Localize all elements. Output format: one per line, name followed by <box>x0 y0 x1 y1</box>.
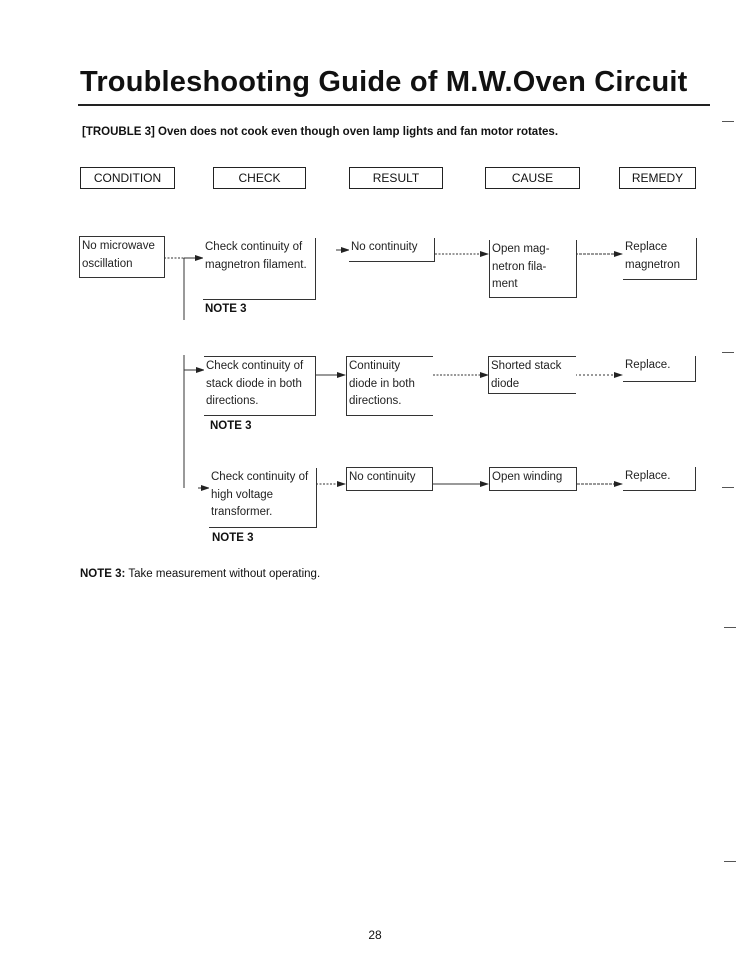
header-condition: CONDITION <box>80 167 175 189</box>
header-result: RESULT <box>349 167 443 189</box>
check-box-magnetron: Check continuity of magnetron filament. <box>203 238 316 300</box>
result-box-row3: No continuity <box>346 467 433 491</box>
cause-box-row2: Shorted stack diode <box>488 356 576 394</box>
footnote-text: Take measurement without operating. <box>128 568 321 580</box>
condition-box: No microwave oscillation <box>79 236 165 278</box>
result-box-row1: No continuity <box>349 238 435 262</box>
margin-mark <box>724 861 736 862</box>
margin-mark <box>722 121 734 122</box>
header-cause: CAUSE <box>485 167 580 189</box>
page-title: Troubleshooting Guide of M.W.Oven Circuit <box>80 66 688 98</box>
check-box-stack-diode: Check continuity of stack diode in both directions. <box>204 356 316 416</box>
remedy-box-row1: Replace magnetron <box>623 238 697 280</box>
cause-box-row3: Open winding <box>489 467 577 491</box>
header-remedy: REMEDY <box>619 167 696 189</box>
margin-mark <box>722 487 734 488</box>
note-ref-row1: NOTE 3 <box>205 303 247 315</box>
footnote <box>80 568 320 580</box>
cause-box-row1: Open mag- netron fila- ment <box>489 240 577 298</box>
margin-mark <box>722 352 734 353</box>
result-box-row2: Continuity diode in both directions. <box>346 356 433 416</box>
note-ref-row2: NOTE 3 <box>210 420 252 432</box>
margin-mark <box>724 627 736 628</box>
page-number: 28 <box>368 928 382 942</box>
header-check: CHECK <box>213 167 306 189</box>
note-ref-row3: NOTE 3 <box>212 532 254 544</box>
remedy-box-row2: Replace. <box>623 356 696 382</box>
footnote-label: NOTE 3: <box>80 568 126 580</box>
trouble-heading: [TROUBLE 3] Oven does not cook even though oven lamp lights and fan motor rotates. <box>82 126 559 138</box>
check-box-transformer: Check continuity of high voltage transformer. <box>209 468 317 528</box>
remedy-box-row3: Replace. <box>623 467 696 491</box>
